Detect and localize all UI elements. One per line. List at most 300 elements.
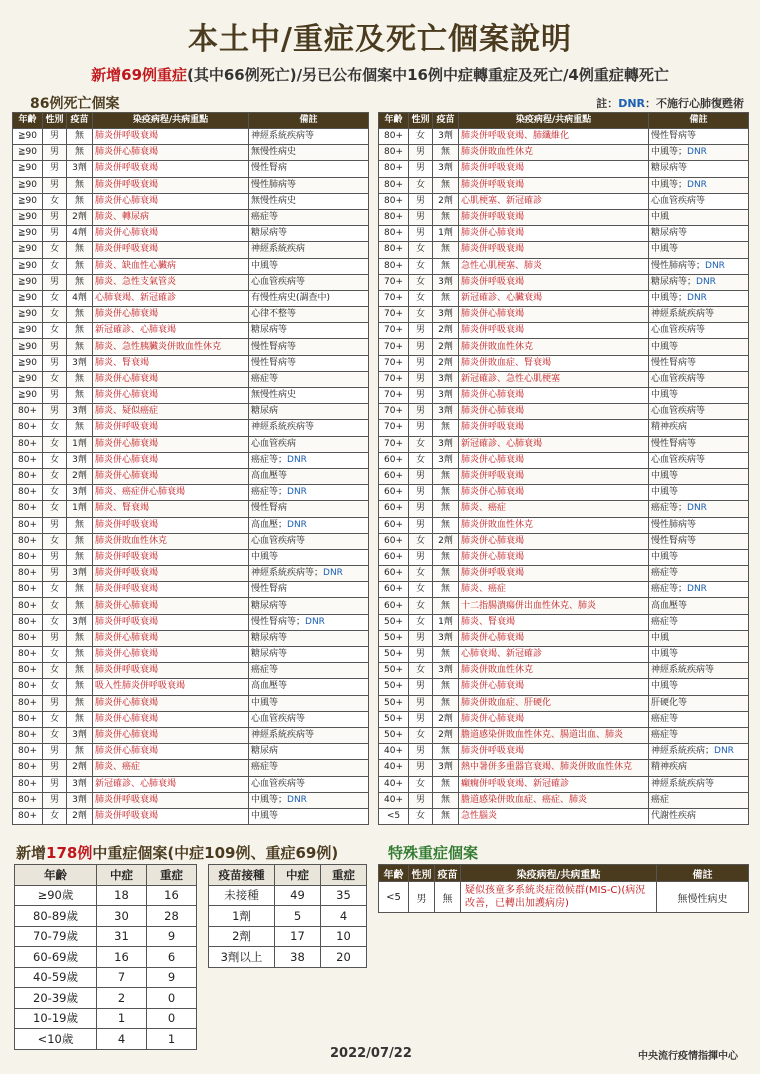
- dnr-tag: DNR: [287, 794, 307, 805]
- cell-cause: 肺炎併呼吸衰竭: [93, 808, 249, 824]
- cell-age: 60+: [379, 533, 409, 549]
- cell-cause: 肺炎併敗血性休克: [459, 663, 649, 679]
- table-row: [13, 355, 369, 371]
- table-row: [379, 663, 749, 679]
- table-row: [13, 744, 369, 760]
- cell-vaccine: 2劑: [67, 468, 93, 484]
- cell-vaccine: 1劑: [433, 226, 459, 242]
- cell-age: 80+: [13, 582, 43, 598]
- cell-sex: 男: [43, 744, 67, 760]
- cell-remark: 神經系統疾病等: [649, 307, 749, 323]
- cell-vaccine: 無: [433, 209, 459, 225]
- table-row: [13, 420, 369, 436]
- cell-age: 70+: [379, 404, 409, 420]
- cell-severe: 1: [147, 1029, 197, 1050]
- cell-remark: 神經系統疾病等；DNR: [249, 566, 369, 582]
- cell-cause: 肺炎併心肺衰竭: [93, 630, 249, 646]
- table-header-row: [13, 113, 369, 129]
- cell-cause: 肺炎、腎衰竭: [93, 355, 249, 371]
- table-row: [379, 161, 749, 177]
- cell-remark: 癌症等；DNR: [649, 582, 749, 598]
- cell-moderate: 18: [97, 885, 147, 906]
- cell-severe: 6: [147, 947, 197, 968]
- table-row: [13, 274, 369, 290]
- cell-cause: 熱中暑併多重器官衰竭、肺炎併敗血性休克: [459, 760, 649, 776]
- col-sex: 性別: [409, 113, 433, 129]
- dnr-tag: DNR: [287, 487, 307, 498]
- cell-cause: 肺炎併呼吸衰竭: [459, 323, 649, 339]
- cell-sex: 女: [43, 452, 67, 468]
- cell-cause: 肺炎併心肺衰竭: [93, 695, 249, 711]
- cell-group: <10歲: [15, 1029, 97, 1050]
- table-row: [379, 485, 749, 501]
- cell-sex: 女: [409, 290, 433, 306]
- cell-age: ≧90: [13, 274, 43, 290]
- cell-age: 80+: [13, 598, 43, 614]
- cell-remark: 慢性腎病等: [649, 436, 749, 452]
- subtitle: [0, 64, 760, 85]
- cell-age: 50+: [379, 711, 409, 727]
- cell-cause: 肺炎併呼吸衰竭: [459, 420, 649, 436]
- cell-sex: 男: [43, 388, 67, 404]
- cell-remark: 心血管疾病: [249, 436, 369, 452]
- cell-sex: 女: [409, 614, 433, 630]
- cell-sex: 男: [43, 274, 67, 290]
- cell-remark: 心血管疾病等: [249, 274, 369, 290]
- vac-col-severe: 重症: [321, 865, 367, 886]
- cell-remark: 中風: [649, 630, 749, 646]
- cell-cause: 肺炎併心肺衰竭: [93, 226, 249, 242]
- cell-vaccine: 4劑: [67, 226, 93, 242]
- cell-cause: 肺炎併心肺衰竭: [459, 307, 649, 323]
- cell-sex: 男: [409, 355, 433, 371]
- cell-age: 80+: [379, 226, 409, 242]
- cell-vaccine: 3劑: [433, 630, 459, 646]
- table-row: [379, 307, 749, 323]
- cell-remark: 糖尿病等: [249, 226, 369, 242]
- cell-remark: 糖尿病等: [249, 323, 369, 339]
- cell-age: 70+: [379, 436, 409, 452]
- cell-cause: 肺炎併呼吸衰竭: [459, 161, 649, 177]
- cell-sex: 女: [409, 307, 433, 323]
- cell-cause: 肺炎併心肺衰竭: [93, 452, 249, 468]
- cell-cause: 新冠確診、急性心肌梗塞: [459, 371, 649, 387]
- cell-sex: 男: [409, 679, 433, 695]
- cell-vaccine: 無: [433, 598, 459, 614]
- cell-vaccine: 無: [67, 193, 93, 209]
- table-row: [379, 695, 749, 711]
- cell-vaccine: 3劑: [67, 161, 93, 177]
- table-row: [13, 258, 369, 274]
- cell-moderate: 31: [97, 926, 147, 947]
- moderate-severe-title: [16, 842, 338, 863]
- table-row: [13, 129, 369, 145]
- cell-remark: 心血管疾病等: [649, 193, 749, 209]
- cell-vaccine: 無: [67, 711, 93, 727]
- cell-age: 60+: [379, 452, 409, 468]
- cell-remark: 糖尿病等: [249, 630, 369, 646]
- dnr-tag: DNR: [687, 584, 707, 595]
- cell-remark: 中風等: [649, 339, 749, 355]
- cell-sex: 男: [43, 760, 67, 776]
- cell-remark: 慢性腎病等: [649, 129, 749, 145]
- cell-sex: 男: [43, 566, 67, 582]
- cell-sex: 女: [409, 808, 433, 824]
- table-row: [13, 307, 369, 323]
- table-row: [379, 145, 749, 161]
- table-row: [379, 193, 749, 209]
- cell-remark: 神經系統疾病等: [649, 663, 749, 679]
- cell-moderate: 16: [97, 947, 147, 968]
- cell-vaccine: 無: [433, 177, 459, 193]
- cell-sex: 男: [409, 760, 433, 776]
- cell-remark: 慢性腎病等: [249, 355, 369, 371]
- cell-sex: 男: [43, 161, 67, 177]
- cell-cause: 肺炎併敗血症、肝硬化: [459, 695, 649, 711]
- cell-vaccine: 3劑: [433, 760, 459, 776]
- table-row: [379, 598, 749, 614]
- deaths-table-right: [378, 112, 749, 825]
- cell-sex: 男: [409, 549, 433, 565]
- cell-vaccine: 3劑: [433, 404, 459, 420]
- cell-vaccine: 3劑: [433, 307, 459, 323]
- table-row: [13, 808, 369, 824]
- cell-severe: 9: [147, 967, 197, 988]
- cell-cause: 新冠確診、心肺衰竭: [93, 323, 249, 339]
- cell-age: 80+: [13, 727, 43, 743]
- cell-age: ≧90: [13, 145, 43, 161]
- table-row: [379, 209, 749, 225]
- note-label: 註：: [596, 97, 619, 110]
- cell-age: 70+: [379, 355, 409, 371]
- vac-col-moderate: 中症: [275, 865, 321, 886]
- cell-vaccine: 2劑: [433, 339, 459, 355]
- table-row: [15, 1008, 197, 1029]
- note-abbr: DNR: [618, 97, 645, 110]
- cell-cause: 肺炎、癌症併心肺衰竭: [93, 485, 249, 501]
- cell-remark: 精神疾病: [649, 420, 749, 436]
- cell-remark: 中風等: [249, 695, 369, 711]
- cell-sex: 女: [409, 129, 433, 145]
- cell-age: 80+: [13, 792, 43, 808]
- cell-moderate: 4: [97, 1029, 147, 1050]
- table-row: [13, 468, 369, 484]
- table-header-row: [209, 865, 367, 886]
- cell-remark: 心律不整等: [249, 307, 369, 323]
- cell-vaccine: 3劑: [433, 161, 459, 177]
- cell-vaccine: 3劑: [67, 614, 93, 630]
- cell-sex: 女: [409, 776, 433, 792]
- table-row: [13, 485, 369, 501]
- cell-age: ≧90: [13, 242, 43, 258]
- cell-vaccine: 無: [433, 145, 459, 161]
- cell-sex: 男: [409, 193, 433, 209]
- cell-group: 3劑以上: [209, 947, 275, 968]
- table-row: [13, 226, 369, 242]
- cell-group: 70-79歲: [15, 926, 97, 947]
- cell-remark: 中風等: [649, 468, 749, 484]
- cell-remark: 中風等: [649, 242, 749, 258]
- cell-remark: 高血壓等: [249, 679, 369, 695]
- cell-sex: 男: [43, 145, 67, 161]
- cell-remark: 癌症等；DNR: [649, 501, 749, 517]
- table-row: [13, 501, 369, 517]
- cell-vaccine: 無: [67, 549, 93, 565]
- cell-group: ≥90歲: [15, 885, 97, 906]
- cell-vaccine: 無: [67, 695, 93, 711]
- cell-sex: 女: [43, 711, 67, 727]
- deaths-table-left: [12, 112, 369, 825]
- cell-sex: 女: [43, 808, 67, 824]
- cell-vaccine: 無: [67, 744, 93, 760]
- cell-age: 80+: [13, 452, 43, 468]
- cell-cause: 肺炎併呼吸衰竭、肺纖維化: [459, 129, 649, 145]
- cell-sex: 男: [43, 517, 67, 533]
- cell-cause: 肺炎、腎衰竭: [459, 614, 649, 630]
- cell-remark: 中風等: [649, 647, 749, 663]
- cell-group: 60-69歲: [15, 947, 97, 968]
- cell-group: 2劑: [209, 926, 275, 947]
- cell-age: ≧90: [13, 129, 43, 145]
- cell-sex: 男: [409, 209, 433, 225]
- table-row: [13, 679, 369, 695]
- cell-cause: 十二指腸潰瘍併出血性休克、肺炎: [459, 598, 649, 614]
- cell-age: 60+: [379, 468, 409, 484]
- cell-age: 40+: [379, 744, 409, 760]
- dnr-tag: DNR: [687, 503, 707, 514]
- cell-sex: 男: [409, 501, 433, 517]
- cell-vaccine: 無: [67, 145, 93, 161]
- table-row: [13, 290, 369, 306]
- cell-vaccine: 無: [67, 274, 93, 290]
- cell-sex: 男: [409, 744, 433, 760]
- cell-cause: 肺炎併敗血性休克: [459, 517, 649, 533]
- table-row: [379, 258, 749, 274]
- table-row: [379, 808, 749, 824]
- cell-sex: 男: [409, 647, 433, 663]
- cell-vaccine: 無: [433, 566, 459, 582]
- cell-age: 80+: [13, 679, 43, 695]
- table-row: [379, 388, 749, 404]
- table-row: [379, 501, 749, 517]
- cell-group: 80-89歲: [15, 906, 97, 927]
- special-case-table: [378, 864, 749, 913]
- cell-vaccine: 3劑: [433, 388, 459, 404]
- cell-sex: 男: [409, 226, 433, 242]
- cell-remark: 神經系統疾病等: [249, 129, 369, 145]
- cell-age: 50+: [379, 614, 409, 630]
- col-remark: 備註: [649, 113, 749, 129]
- cell-sex: 女: [409, 242, 433, 258]
- cell-remark: 中風等: [649, 679, 749, 695]
- cell-vaccine: 無: [67, 371, 93, 387]
- cell-age: 80+: [13, 630, 43, 646]
- cell-vaccine: 無: [433, 695, 459, 711]
- cell-cause: 吸入性肺炎併呼吸衰竭: [93, 679, 249, 695]
- table-row: [13, 695, 369, 711]
- cell-age: 70+: [379, 371, 409, 387]
- age-breakdown-table: [14, 864, 197, 1050]
- cell-remark: 慢性肺病等: [649, 517, 749, 533]
- cell-vaccine: 無: [433, 485, 459, 501]
- cell-sex: 女: [43, 647, 67, 663]
- cell-vaccine: 無: [433, 647, 459, 663]
- dnr-tag: DNR: [323, 568, 343, 579]
- cell-sex: 女: [409, 663, 433, 679]
- cell-cause: 肺炎併呼吸衰竭: [93, 161, 249, 177]
- page-title: 本土中/重症及死亡個案說明: [188, 22, 572, 57]
- cell-sex: 女: [43, 371, 67, 387]
- table-row: [209, 947, 367, 968]
- sp-col-sex: 性別: [409, 865, 435, 882]
- cell-sex: 男: [409, 161, 433, 177]
- table-row: [379, 339, 749, 355]
- table-row: [379, 436, 749, 452]
- cell-remark: 慢性腎病: [249, 501, 369, 517]
- dnr-tag: DNR: [287, 454, 307, 465]
- cell-remark: 中風等: [649, 485, 749, 501]
- cell-vaccine: 3劑: [67, 355, 93, 371]
- deaths-section-title: 86例死亡個案: [30, 96, 120, 112]
- cell-vaccine: 1劑: [433, 614, 459, 630]
- cell-vaccine: 2劑: [433, 193, 459, 209]
- cell-age: 80+: [379, 258, 409, 274]
- cell-cause: 肺炎併心肺衰竭: [459, 549, 649, 565]
- cell-vaccine: 2劑: [433, 711, 459, 727]
- cell-age: ≧90: [13, 258, 43, 274]
- cell-vaccine: 2劑: [433, 323, 459, 339]
- cell-vaccine: 無: [67, 647, 93, 663]
- cell-age: 80+: [13, 711, 43, 727]
- cell-cause: 心肺衰竭、新冠確診: [459, 647, 649, 663]
- cell-group: 未接種: [209, 885, 275, 906]
- cell-age: ≧90: [13, 323, 43, 339]
- cell-age: 80+: [13, 501, 43, 517]
- cell-cause: 肺炎併心肺衰竭: [459, 388, 649, 404]
- cell-cause: 肺炎併呼吸衰竭: [93, 566, 249, 582]
- cell-vaccine: 無: [67, 323, 93, 339]
- cell-remark: 肝硬化等: [649, 695, 749, 711]
- cell-vaccine: 2劑: [433, 533, 459, 549]
- table-row: [13, 177, 369, 193]
- cell-vaccine: 無: [433, 776, 459, 792]
- cell-sex: 女: [409, 566, 433, 582]
- cell-cause: 肺炎併呼吸衰竭: [459, 177, 649, 193]
- table-row: [13, 598, 369, 614]
- col-age: 年齡: [13, 113, 43, 129]
- cell-sex: 男: [409, 468, 433, 484]
- table-row: [13, 242, 369, 258]
- cell-cause: 肺炎併心肺衰竭: [93, 711, 249, 727]
- cell-sex: 女: [43, 420, 67, 436]
- cell-sex: 女: [409, 582, 433, 598]
- cell-sex: 男: [409, 404, 433, 420]
- table-row: [379, 792, 749, 808]
- table-row: [379, 371, 749, 387]
- cell-remark: 癌症等: [249, 760, 369, 776]
- cell-vaccine: 2劑: [67, 209, 93, 225]
- cell-sex: 男: [409, 388, 433, 404]
- cell-sex: 男: [43, 209, 67, 225]
- cell-remark: 有慢性病史(調查中): [249, 290, 369, 306]
- cell-age: 50+: [379, 727, 409, 743]
- cell-vaccine: 3劑: [67, 776, 93, 792]
- cell-vaccine: 4劑: [67, 290, 93, 306]
- cell-vaccine: 無: [433, 258, 459, 274]
- subtitle-rest: (其中66例死亡)/另已公布個案中16例中症轉重症及死亡/4例重症轉死亡: [187, 66, 669, 84]
- cell-remark: 心血管疾病等: [249, 533, 369, 549]
- cell-sex: 女: [43, 663, 67, 679]
- cell-remark: 神經系統疾病等: [249, 420, 369, 436]
- cell-sex: 男: [43, 177, 67, 193]
- sp-col-cause: 染疫病程/共病重點: [461, 865, 657, 882]
- cell-sex: 女: [43, 533, 67, 549]
- cell-age: 70+: [379, 290, 409, 306]
- table-row: [13, 582, 369, 598]
- cell-cause: 肺炎併心肺衰竭: [459, 679, 649, 695]
- cell-sex: 女: [409, 436, 433, 452]
- cell-remark: 神經系統疾病；DNR: [649, 744, 749, 760]
- cell-sex: 女: [43, 290, 67, 306]
- cell-severe: 10: [321, 926, 367, 947]
- table-row: [379, 242, 749, 258]
- cell-sex: 男: [409, 323, 433, 339]
- vaccine-breakdown-table: [208, 864, 367, 968]
- table-row: [379, 533, 749, 549]
- cell-cause: 肺炎併呼吸衰竭: [459, 468, 649, 484]
- table-row: [13, 339, 369, 355]
- cell-vaccine: 無: [67, 598, 93, 614]
- cell-age: 80+: [13, 533, 43, 549]
- organization-name: 中央流行疫情指揮中心: [638, 1051, 738, 1062]
- cell-vaccine: 2劑: [433, 727, 459, 743]
- cell-cause: 肺炎、癌症: [459, 582, 649, 598]
- cell-remark: 心血管疾病等: [249, 711, 369, 727]
- cell-sex: 女: [43, 258, 67, 274]
- cell-age: 80+: [379, 209, 409, 225]
- cell-age: ≧90: [13, 177, 43, 193]
- table-row: [379, 549, 749, 565]
- table-row: [379, 711, 749, 727]
- table-row: [13, 566, 369, 582]
- cell-remark: 糖尿病等；DNR: [649, 274, 749, 290]
- cell-cause: 癲癇併呼吸衰竭、新冠確診: [459, 776, 649, 792]
- cell-cause: 肺炎併呼吸衰竭: [93, 517, 249, 533]
- cell-cause: 肺炎併敗血性休克: [459, 339, 649, 355]
- cell-vaccine: 3劑: [433, 663, 459, 679]
- table-row: [13, 614, 369, 630]
- cell-remark: 中風等；DNR: [649, 145, 749, 161]
- cell-age: 80+: [13, 468, 43, 484]
- table-row: [13, 776, 369, 792]
- table-row: [13, 792, 369, 808]
- cell-age: 80+: [379, 161, 409, 177]
- cell-age: 80+: [13, 436, 43, 452]
- dnr-tag: DNR: [714, 746, 734, 757]
- cell-cause: 肺炎併心肺衰竭: [93, 371, 249, 387]
- cell-sex: 女: [43, 193, 67, 209]
- col-cause: 染疫病程/共病重點: [93, 113, 249, 129]
- age-col-age: 年齡: [15, 865, 97, 886]
- cell-vaccine: 1劑: [67, 436, 93, 452]
- cell-sex: 男: [43, 792, 67, 808]
- cell-moderate: 38: [275, 947, 321, 968]
- note-text: ：不施行心肺復甦術: [645, 97, 744, 110]
- cell-age: 80+: [13, 695, 43, 711]
- table-row: [15, 967, 197, 988]
- cell-sex: 女: [43, 727, 67, 743]
- cell-age: 70+: [379, 307, 409, 323]
